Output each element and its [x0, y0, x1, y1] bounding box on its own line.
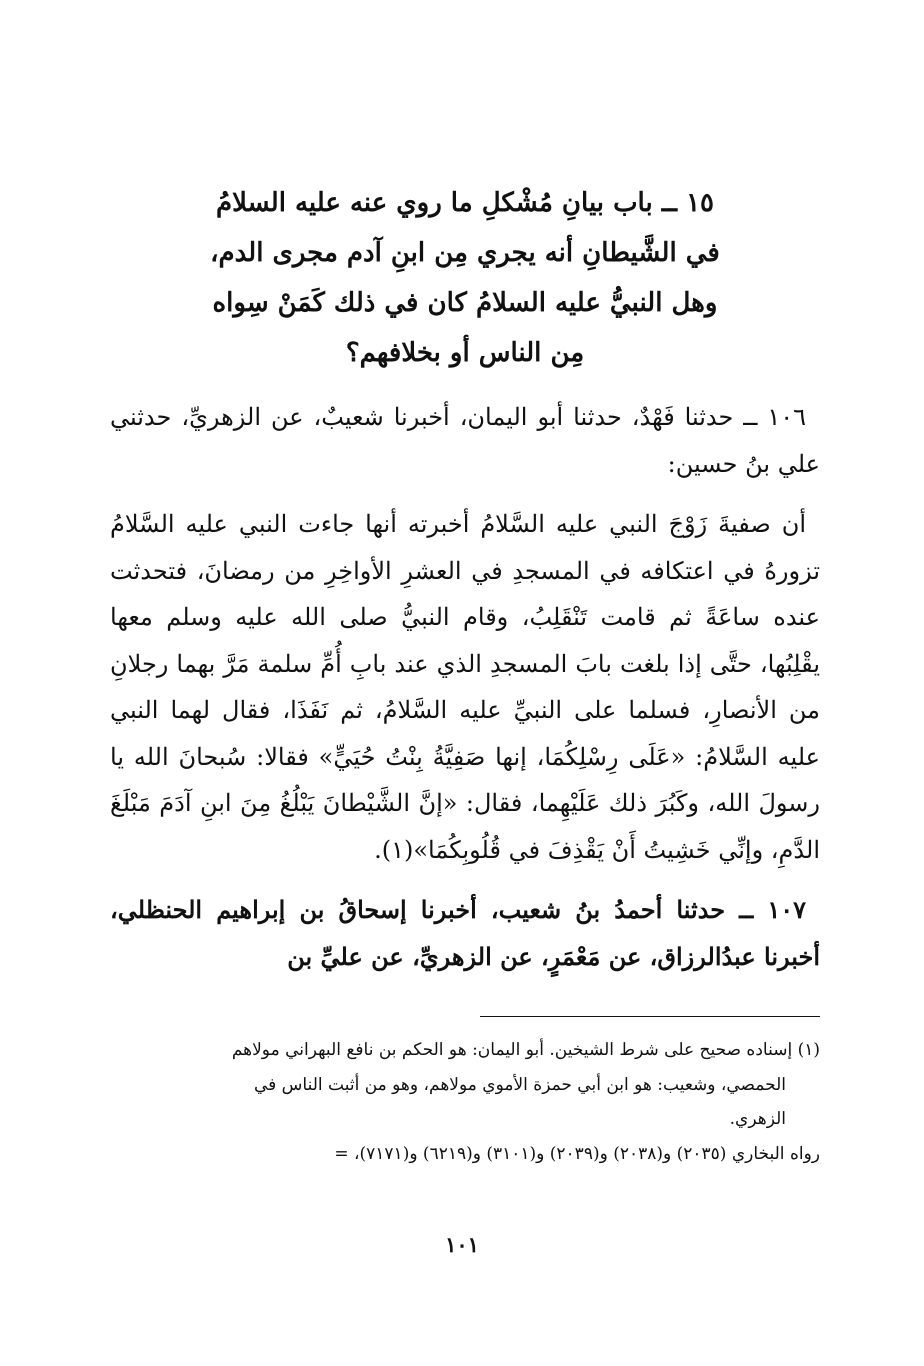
footnote-1-line-3: الزهري.: [729, 1109, 786, 1129]
footnote-1-line-1: (١) إسناده صحيح على شرط الشيخين. أبو اليمان: هو الحكم بن نافع البهراني مولاهم: [231, 1040, 820, 1060]
chapter-title-line-3: وهل النبيُّ عليه السلامُ كان في ذلك كَمَنْ سِواه: [212, 288, 718, 318]
footnote-separator: [110, 996, 820, 1017]
main-text: [110, 394, 820, 980]
chapter-title-line-1: ١٥ ــ باب بيانِ مُشْكلِ ما روي عنه عليه السلامُ: [215, 188, 714, 218]
hadith-106-matn: أن صفيةَ زَوْجَ النبي عليه السَّلامُ أخبرته أنها جاءت النبي عليه السَّلامُ تزورهُ في اعتكافه في المسجدِ في العشرِ الأواخِرِ من رمضانَ، فتحدثت عنده ساعَةً ثم قامت تَنْقَلِبُ، وقام النبيُّ صلى الله عليه وسلم معها يقْلِبُها، حتَّى إذا بلغت بابَ المسجدِ الذي عند بابِ أُمِّ سلمة مَرَّ بهما رجلانِ من الأنصارِ، فسلما على النبيِّ عليه السَّلامُ، ثم نَفَذَا، فقال لهما النبي عليه السَّلامُ: «عَلَى رِسْلِكُمَا، إنها صَفِيَّةُ بِنْتُ حُيَيٍّ» فقالا: سُبحانَ الله يا رسولَ الله، وكَبُرَ ذلك عَلَيْهِما، فقال: «إنَّ الشَّيْطانَ يَبْلُغُ مِنَ ابنِ آدَمَ مَبْلَغَ الدَّمِ، وإنِّي خَشِيتُ أَنْ يَقْذِفَ في قُلُوبِكُمَا»(١).: [110, 510, 820, 864]
page-content: [110, 178, 820, 1171]
paragraph-gap: [110, 873, 820, 887]
paragraph-gap: [110, 487, 820, 501]
chapter-heading: [110, 178, 820, 378]
chapter-title-line-4: مِن الناس أو بخلافهم؟: [345, 338, 585, 368]
hadith-107-isnad: ١٠٧ ــ حدثنا أحمدُ بنُ شعيب، أخبرنا إسحاقُ بن إبراهيم الحنظلي، أخبرنا عبدُالرزاق، عن مَعْمَرٍ، عن الزهريِّ، عن عليِّ بن: [110, 895, 820, 971]
footnote-1-line-4: رواه البخاري (٢٠٣٥) و(٢٠٣٨) و(٢٠٣٩) و(٣١٠١) و(٦٢١٩) و(٧١٧١)، =: [334, 1143, 820, 1164]
footnote-1-line-2: الحمصي، وشعيب: هو ابن أبي حمزة الأموي مولاهم، وهو من أثبت الناس في: [253, 1074, 786, 1095]
hadith-106-isnad: ١٠٦ ــ حدثنا فَهْدٌ، حدثنا أبو اليمان، أخبرنا شعيبٌ، عن الزهريِّ، حدثني علي بنُ حسين:: [110, 403, 820, 478]
chapter-title-line-2: في الشَّيطانِ أنه يجري مِن ابنِ آدم مجرى الدم،: [210, 238, 720, 268]
page-number: ١٠١: [445, 1232, 479, 1257]
footnotes: [110, 1033, 820, 1171]
footnote-rule-line: [480, 1016, 820, 1017]
